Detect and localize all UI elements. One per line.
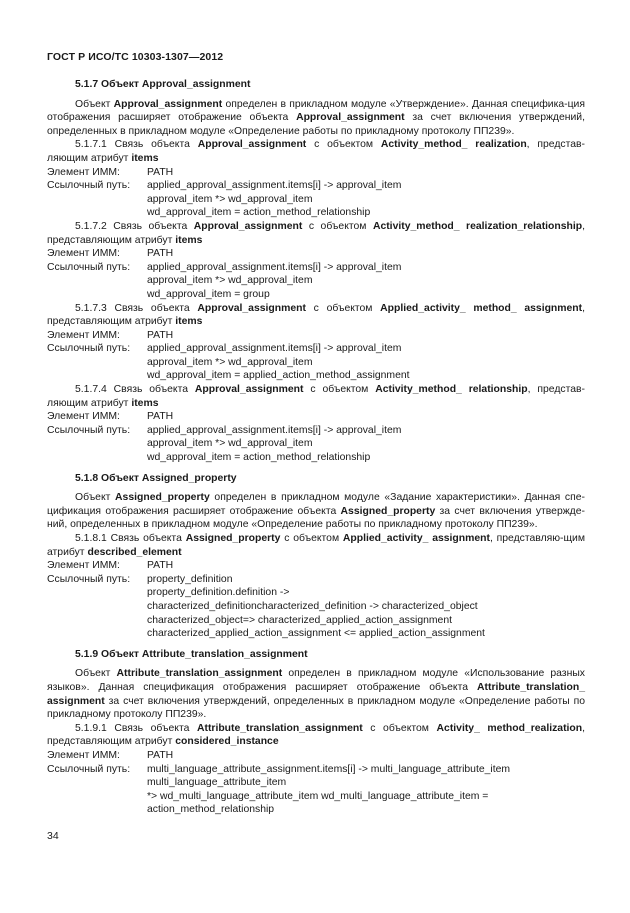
clause-5-1-8-1: 5.1.8.1 Связь объекта Assigned_property с объектом Applied_activity_ assignment, представляю-щим атрибут described_element <box>47 533 586 558</box>
ref-line: approval_item *> wd_approval_item <box>147 193 313 205</box>
ref-row: Ссылочный путь: applied_approval_assignment.items[i] -> approval_item <box>47 343 402 355</box>
imm-row: Элемент ИММ: PATH <box>47 166 174 178</box>
ref-row: Ссылочный путь: property_definition <box>47 573 233 585</box>
clause-5-1-7-2: 5.1.7.2 Связь объекта Approval_assignment с объектом Activity_method_ realization_relationship, представляющим атрибут items <box>47 220 586 246</box>
ref-row: Ссылочный путь: applied_approval_assignment.items[i] -> approval_item <box>47 424 402 436</box>
ref-line: action_method_relationship <box>147 804 275 816</box>
clause-5-1-9-1: 5.1.9.1 Связь объекта Attribute_translation_assignment с объектом Activity_ method_realization, представляющим атрибут considered_instance <box>47 722 586 748</box>
clause-5-1-7-4: 5.1.7.4 Связь объекта Approval_assignment с объектом Activity_method_ relationship, представ-ляющим атрибут items <box>47 384 586 409</box>
section-heading-5-1-9: 5.1.9 Объект Attribute_translation_assignment <box>75 648 308 660</box>
page-number: 34 <box>47 830 59 842</box>
ref-line: *> wd_multi_language_attribute_item wd_multi_language_attribute_item = <box>147 790 489 802</box>
ref-line: property_definition.definition -> <box>147 587 290 599</box>
ref-line: wd_approval_item = applied_action_method_assignment <box>147 370 410 382</box>
ref-line: wd_approval_item = group <box>147 288 270 300</box>
ref-line: wd_approval_item = action_method_relationship <box>147 452 371 464</box>
ref-line: multi_language_attribute_item <box>147 777 287 789</box>
section-heading-5-1-7: 5.1.7 Объект Approval_assignment <box>75 79 251 90</box>
ref-line: characterized_definitioncharacterized_definition -> characterized_object <box>147 600 478 612</box>
clause-5-1-7-1: 5.1.7.1 Связь объекта Approval_assignment с объектом Activity_method_ realization, представ-ляющим атрибут items <box>47 139 586 164</box>
page-body <box>47 78 585 817</box>
paragraph: Объект Attribute_translation_assignment определен в прикладном модуле «Использование разных языков». Данная спецификация отображения расширяет отображение объекта Attribute_translation_ assignment за счет включения утверждений, определенных в прикладном модуле «Определение работы по прикладному протоколу ПП239». <box>47 668 585 721</box>
section-heading-5-1-8: 5.1.8 Объект Assigned_property <box>75 472 237 484</box>
imm-row: Элемент ИММ: PATH <box>47 411 174 423</box>
imm-row: Элемент ИММ: PATH <box>47 329 174 341</box>
ref-line: wd_approval_item = action_method_relationship <box>147 207 371 219</box>
clause-5-1-7-3: 5.1.7.3 Связь объекта Approval_assignment с объектом Applied_activity_ method_ assignment, представляющим атрибут items <box>47 302 585 328</box>
paragraph: Объект Assigned_property определен в прикладном модуле «Задание характеристики». Данная спе-цификация отображения расширяет отображение объекта Assigned_property за счет включения утвержде-ний, определенных в прикладном модуле «Определение работы по прикладному протоколу ПП239». <box>47 492 585 531</box>
ref-row: Ссылочный путь: multi_language_attribute_assignment.items[i] -> multi_language_attribute_item <box>47 763 511 775</box>
imm-row: Элемент ИММ: PATH <box>47 560 174 572</box>
imm-row: Элемент ИММ: PATH <box>47 749 174 761</box>
ref-line: characterized_applied_action_assignment <= applied_action_assignment <box>147 628 485 640</box>
paragraph: Объект Approval_assignment определен в прикладном модуле «Утверждение». Данная специфика-ция отображения расширяет отображение объекта Approval_assignment за счет включения утверждений, определенных в прикладном модуле «Определение работы по прикладному протоколу ПП239». <box>47 98 585 137</box>
ref-row: Ссылочный путь: applied_approval_assignment.items[i] -> approval_item <box>47 261 402 273</box>
ref-line: characterized_object=> characterized_applied_action_assignment <box>147 614 452 626</box>
ref-row: Ссылочный путь: applied_approval_assignment.items[i] -> approval_item <box>47 180 402 192</box>
imm-row: Элемент ИММ: PATH <box>47 248 174 260</box>
ref-line: approval_item *> wd_approval_item <box>147 438 313 450</box>
ref-line: approval_item *> wd_approval_item <box>147 356 313 368</box>
document-header: ГОСТ Р ИСО/ТС 10303-1307—2012 <box>47 51 224 63</box>
ref-line: approval_item *> wd_approval_item <box>147 275 313 287</box>
